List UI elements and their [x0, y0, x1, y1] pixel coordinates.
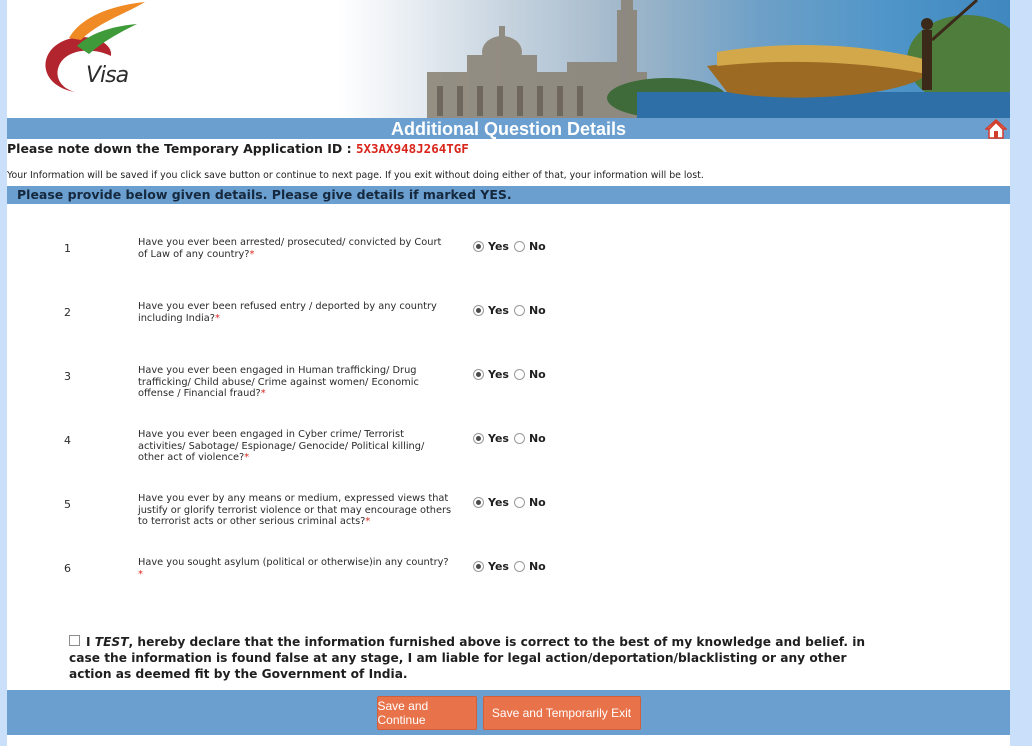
declaration-text: , hereby declare that the information furnished above is correct to the best of my knowledge and belief. in case the information is found false at any stage, I am liable for legal action/deportation/blacklisting or any other action as deemed fit by the Government of India. [69, 635, 866, 681]
required-mark: * [138, 568, 143, 580]
temporary-id-label: Please note down the Temporary Application ID : [7, 141, 356, 156]
page-title-bar [7, 118, 1010, 139]
question-label: Have you ever been engaged in Human trafficking/ Drug trafficking/ Child abuse/ Crime against women/ Economic offense / Financial fraud? [138, 365, 419, 400]
no-label: No [528, 560, 546, 573]
question-label: Have you ever been engaged in Cyber crime/ Terrorist activities/ Sabotage/ Espionage/ Genocide/ Political killing/ other act of violence? [138, 429, 425, 464]
answer-group-1 [473, 240, 551, 253]
question-number: 5 [64, 498, 71, 511]
logo-text: Visa [86, 63, 129, 88]
no-radio[interactable] [514, 497, 525, 508]
temporary-id-line [7, 139, 1010, 159]
temporary-id-value: 5X3AX948J264TGF [355, 141, 469, 156]
question-text [138, 493, 453, 528]
yes-label: Yes [488, 240, 509, 253]
required-mark: * [244, 452, 250, 464]
answer-group-5 [473, 496, 551, 509]
required-mark: * [260, 388, 266, 400]
no-label: No [528, 240, 546, 253]
no-radio[interactable] [514, 369, 525, 380]
no-label: No [528, 432, 546, 445]
question-label: Have you ever been refused entry / deported by any country including India? [138, 301, 437, 324]
yes-label: Yes [488, 304, 509, 317]
required-mark: * [249, 248, 255, 260]
answer-group-4 [473, 432, 551, 445]
no-radio[interactable] [514, 561, 525, 572]
yes-radio[interactable] [473, 497, 484, 508]
questions-list [7, 204, 1010, 604]
no-radio[interactable] [514, 305, 525, 316]
declaration-prefix: I [86, 635, 95, 649]
question-number: 3 [64, 370, 71, 383]
section-title: Please provide below given details. Please give details if marked YES. [7, 186, 1010, 204]
question-label: Have you ever by any means or medium, expressed views that justify or glorify terrorist violence or that may encourage others to terrorist acts or other serious criminal acts? [138, 493, 452, 528]
question-text [138, 237, 453, 260]
page [7, 0, 1010, 746]
no-label: No [528, 368, 546, 381]
footer-action-bar [7, 690, 1010, 735]
yes-radio[interactable] [473, 305, 484, 316]
question-label: Have you sought asylum (political or otherwise)in any country? [138, 557, 449, 568]
applicant-name: TEST [94, 635, 129, 649]
question-number: 6 [64, 562, 71, 575]
question-number: 2 [64, 306, 71, 319]
yes-radio[interactable] [473, 561, 484, 572]
page-title: Additional Question Details [390, 119, 627, 139]
question-text [138, 301, 453, 324]
yes-label: Yes [488, 368, 509, 381]
question-number: 1 [64, 242, 71, 255]
no-radio[interactable] [514, 433, 525, 444]
yes-radio[interactable] [473, 433, 484, 444]
evisa-logo [25, 0, 155, 112]
no-label: No [528, 304, 546, 317]
header-banner [7, 0, 1010, 118]
yes-radio[interactable] [473, 241, 484, 252]
declaration [69, 634, 869, 682]
question-text [138, 365, 453, 400]
yes-label: Yes [488, 496, 509, 509]
save-and-exit-button[interactable]: Save and Temporarily Exit [483, 696, 641, 730]
yes-radio[interactable] [473, 369, 484, 380]
question-text [138, 557, 453, 580]
declaration-checkbox[interactable] [69, 635, 80, 646]
required-mark: * [365, 516, 371, 528]
banner-image [367, 0, 1010, 118]
save-and-continue-button[interactable]: Save and Continue [377, 696, 477, 730]
required-mark: * [214, 312, 220, 324]
answer-group-6 [473, 560, 551, 573]
answer-group-2 [473, 304, 551, 317]
question-label: Have you ever been arrested/ prosecuted/ convicted by Court of Law of any country? [138, 237, 442, 260]
no-radio[interactable] [514, 241, 525, 252]
question-number: 4 [64, 434, 71, 447]
answer-group-3 [473, 368, 551, 381]
bottom-strip [7, 735, 1010, 746]
question-text [138, 429, 453, 464]
home-icon[interactable] [985, 119, 1007, 139]
save-note: Your Information will be saved if you click save button or continue to next page. If you exit without doing either of that, your information will be lost. [7, 170, 704, 181]
yes-label: Yes [488, 560, 509, 573]
no-label: No [528, 496, 546, 509]
yes-label: Yes [488, 432, 509, 445]
